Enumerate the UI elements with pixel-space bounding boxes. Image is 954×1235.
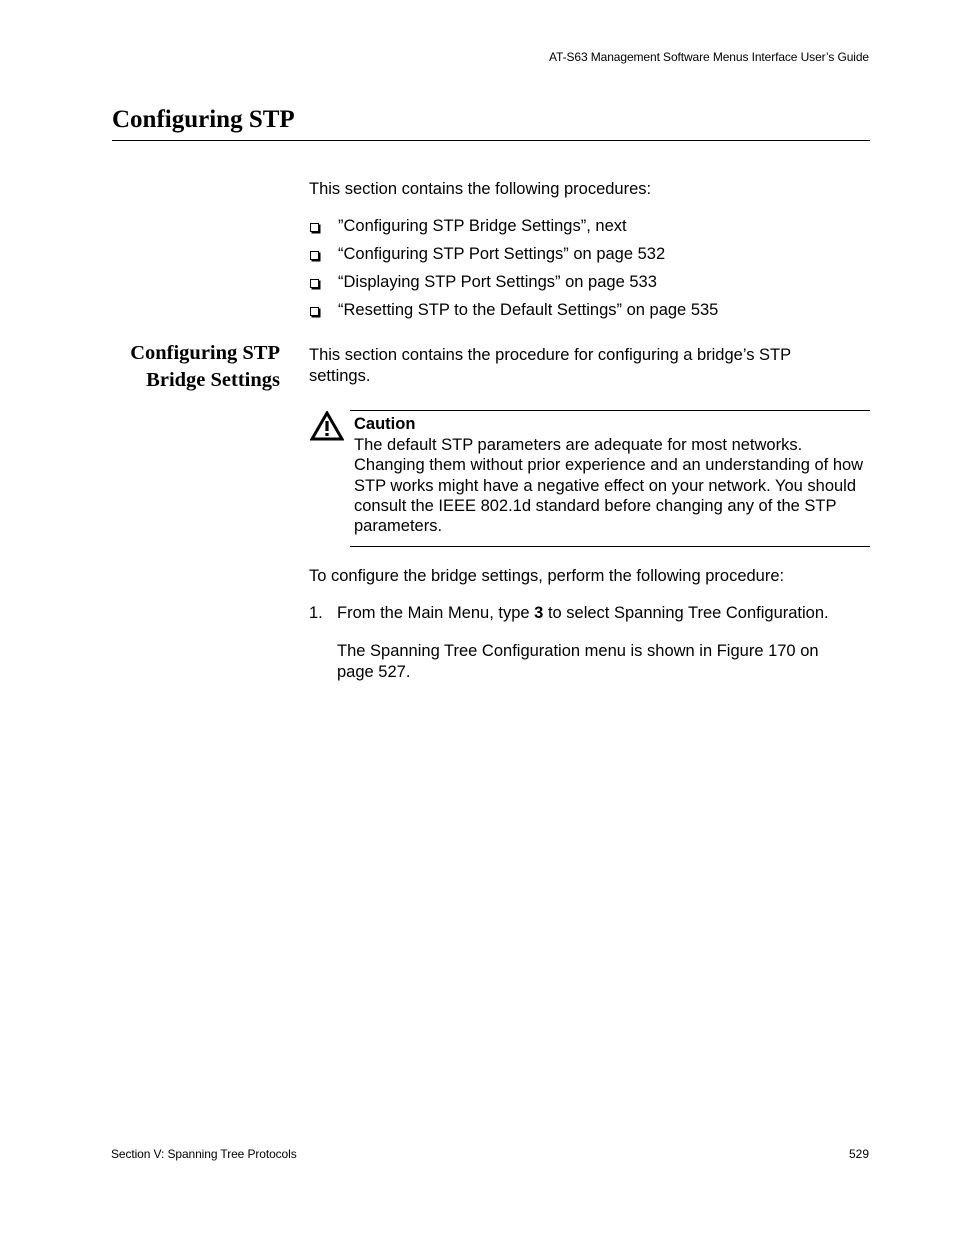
step-text-before: From the Main Menu, type bbox=[337, 604, 535, 622]
caution-top-rule bbox=[350, 410, 870, 411]
title-divider bbox=[112, 140, 870, 141]
step-text-after: to select Spanning Tree Configuration. bbox=[543, 604, 829, 622]
procedure-link[interactable]: ”Configuring STP Bridge Settings”, next bbox=[338, 217, 627, 235]
step-note: The Spanning Tree Configuration menu is shown in Figure 170 on page 527. bbox=[337, 642, 819, 681]
footer-section: Section V: Spanning Tree Protocols bbox=[111, 1147, 297, 1161]
list-item[interactable] bbox=[309, 244, 869, 272]
warning-triangle-icon bbox=[310, 411, 344, 441]
section-heading-line1: Configuring STP bbox=[130, 342, 280, 364]
step-key: 3 bbox=[534, 604, 544, 622]
list-item[interactable] bbox=[309, 272, 869, 300]
section-heading-line2: Bridge Settings bbox=[146, 369, 280, 391]
procedure-link[interactable]: “Displaying STP Port Settings” on page 533 bbox=[338, 273, 657, 291]
step-number: 1. bbox=[309, 604, 323, 622]
running-header: AT-S63 Management Software Menus Interface User’s Guide bbox=[549, 50, 869, 64]
checkbox-bullet-icon bbox=[310, 251, 319, 260]
procedure-intro: To configure the bridge settings, perform the following procedure: bbox=[309, 567, 785, 585]
caution-title: Caution bbox=[354, 415, 416, 433]
caution-bottom-rule bbox=[350, 546, 870, 547]
list-item[interactable] bbox=[309, 300, 869, 328]
checkbox-bullet-icon bbox=[310, 279, 319, 288]
intro-paragraph: This section contains the following procedures: bbox=[309, 180, 652, 198]
procedure-link[interactable]: “Resetting STP to the Default Settings” on page 535 bbox=[338, 301, 719, 319]
caution-text: The default STP parameters are adequate for most networks. Changing them without prior experience and an understanding of how STP works might have a negative effect on your network. You should consult the IEEE 802.1d standard before changing any of the STP parameters. bbox=[354, 436, 864, 536]
section-description: This section contains the procedure for configuring a bridge’s STP settings. bbox=[309, 346, 791, 385]
procedure-list bbox=[309, 216, 869, 328]
checkbox-bullet-icon bbox=[310, 223, 319, 232]
procedure-step bbox=[309, 603, 869, 624]
checkbox-bullet-icon bbox=[310, 307, 319, 316]
page-title: Configuring STP bbox=[112, 106, 295, 133]
list-item[interactable] bbox=[309, 216, 869, 244]
page-number: 529 bbox=[848, 1147, 869, 1161]
procedure-link[interactable]: “Configuring STP Port Settings” on page 532 bbox=[338, 245, 666, 263]
section-heading bbox=[100, 340, 280, 394]
